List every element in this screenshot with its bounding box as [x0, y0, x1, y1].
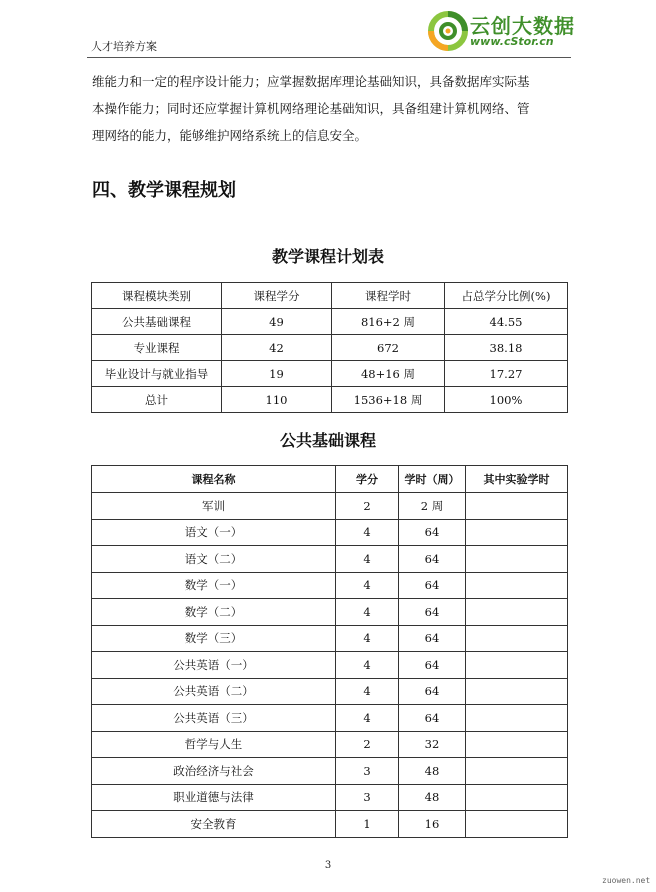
- table-cell: [466, 519, 568, 546]
- logo-chinese-name: 云创大数据: [470, 14, 575, 38]
- table-row: [92, 784, 568, 811]
- intro-paragraph: [92, 68, 570, 149]
- table-header-cell: 课程名称: [92, 466, 336, 493]
- site-watermark: zuowen.net: [602, 876, 651, 885]
- table-row: [92, 335, 568, 361]
- table-cell: 语文（一）: [92, 519, 336, 546]
- table-cell: 毕业设计与就业指导: [92, 361, 222, 387]
- table-cell: 军训: [92, 493, 336, 520]
- table-row: [92, 758, 568, 785]
- table-cell: 64: [399, 652, 466, 679]
- table-cell: 48+16 周: [332, 361, 445, 387]
- table-cell: 49: [222, 309, 332, 335]
- table-row: [92, 493, 568, 520]
- table-cell: 1536+18 周: [332, 387, 445, 413]
- intro-line: 维能力和一定的程序设计能力；应掌握数据库理论基础知识，具备数据库实际基: [92, 74, 530, 89]
- table-cell: [466, 758, 568, 785]
- table-cell: 64: [399, 705, 466, 732]
- table-cell: 哲学与人生: [92, 731, 336, 758]
- table-cell: [466, 731, 568, 758]
- table-cell: [466, 652, 568, 679]
- table-cell: 64: [399, 572, 466, 599]
- table-cell: 32: [399, 731, 466, 758]
- table-cell: 1: [336, 811, 399, 838]
- table-header-row: [92, 466, 568, 493]
- table-cell: 64: [399, 625, 466, 652]
- table-header-cell: 课程学分: [222, 283, 332, 309]
- table-cell: 4: [336, 705, 399, 732]
- table-cell: [466, 625, 568, 652]
- table-cell: 17.27: [445, 361, 568, 387]
- table-cell: 公共英语（二）: [92, 678, 336, 705]
- table-row: [92, 678, 568, 705]
- table-cell: 48: [399, 758, 466, 785]
- table-row: [92, 625, 568, 652]
- table-cell: 语文（二）: [92, 546, 336, 573]
- table-cell: 3: [336, 758, 399, 785]
- document-header-label: 人才培养方案: [91, 40, 157, 53]
- table-header-cell: 学分: [336, 466, 399, 493]
- table-row: [92, 599, 568, 626]
- table-cell: 职业道德与法律: [92, 784, 336, 811]
- table-row: [92, 361, 568, 387]
- table-cell: 专业课程: [92, 335, 222, 361]
- table-header-cell: 课程模块类别: [92, 283, 222, 309]
- table-header-cell: 占总学分比例(%): [445, 283, 568, 309]
- table-cell: 16: [399, 811, 466, 838]
- intro-line: 理网络的能力，能够维护网络系统上的信息安全。: [92, 128, 368, 143]
- table-cell: 总计: [92, 387, 222, 413]
- table-cell: 110: [222, 387, 332, 413]
- table-header-cell: 课程学时: [332, 283, 445, 309]
- section-heading: 四、教学课程规划: [92, 180, 236, 201]
- table-row: [92, 811, 568, 838]
- table-cell: [466, 546, 568, 573]
- table-cell: 816+2 周: [332, 309, 445, 335]
- table-cell: 4: [336, 572, 399, 599]
- course-table-caption: 公共基础课程: [279, 431, 376, 450]
- table-cell: 3: [336, 784, 399, 811]
- table-cell: 2: [336, 493, 399, 520]
- table-cell: 公共英语（一）: [92, 652, 336, 679]
- table-cell: 4: [336, 625, 399, 652]
- table-cell: 64: [399, 519, 466, 546]
- table-cell: 48: [399, 784, 466, 811]
- table-cell: 安全教育: [92, 811, 336, 838]
- table-cell: 44.55: [445, 309, 568, 335]
- table-header-row: [92, 283, 568, 309]
- table-cell: 672: [332, 335, 445, 361]
- swirl-logo-icon: [428, 8, 468, 54]
- table-cell: 2 周: [399, 493, 466, 520]
- intro-line: 本操作能力；同时还应掌握计算机网络理论基础知识，具备组建计算机网络、管: [92, 101, 530, 116]
- table-row: [92, 731, 568, 758]
- table-row: [92, 546, 568, 573]
- table-cell: [466, 705, 568, 732]
- table-cell: [466, 572, 568, 599]
- table-cell: 64: [399, 599, 466, 626]
- page-number: 3: [324, 860, 332, 871]
- table-row: [92, 705, 568, 732]
- company-logo: [428, 8, 575, 58]
- table-cell: 42: [222, 335, 332, 361]
- table-cell: [466, 599, 568, 626]
- table-header-cell: 学时（周）: [399, 466, 466, 493]
- table-cell: 64: [399, 546, 466, 573]
- table-cell: 4: [336, 519, 399, 546]
- table-cell: 64: [399, 678, 466, 705]
- table-cell: 数学（二）: [92, 599, 336, 626]
- table-cell: 公共基础课程: [92, 309, 222, 335]
- table-cell: 38.18: [445, 335, 568, 361]
- table-row: [92, 309, 568, 335]
- header-divider: [87, 57, 571, 58]
- table-cell: 4: [336, 652, 399, 679]
- table-cell: [466, 678, 568, 705]
- table-cell: 19: [222, 361, 332, 387]
- table-row: [92, 387, 568, 413]
- plan-table-caption: 教学课程计划表: [271, 247, 384, 266]
- table-cell: 100%: [445, 387, 568, 413]
- table-cell: 公共英语（三）: [92, 705, 336, 732]
- table-header-cell: 其中实验学时: [466, 466, 568, 493]
- course-plan-table: [91, 282, 568, 413]
- table-cell: 4: [336, 546, 399, 573]
- public-course-table: [91, 465, 568, 838]
- table-cell: [466, 784, 568, 811]
- table-cell: [466, 493, 568, 520]
- table-cell: 政治经济与社会: [92, 758, 336, 785]
- table-row: [92, 519, 568, 546]
- table-row: [92, 652, 568, 679]
- table-row: [92, 572, 568, 599]
- table-cell: [466, 811, 568, 838]
- table-cell: 2: [336, 731, 399, 758]
- table-cell: 4: [336, 678, 399, 705]
- table-cell: 4: [336, 599, 399, 626]
- logo-url: www.cStor.cn: [470, 35, 554, 48]
- table-cell: 数学（一）: [92, 572, 336, 599]
- table-cell: 数学（三）: [92, 625, 336, 652]
